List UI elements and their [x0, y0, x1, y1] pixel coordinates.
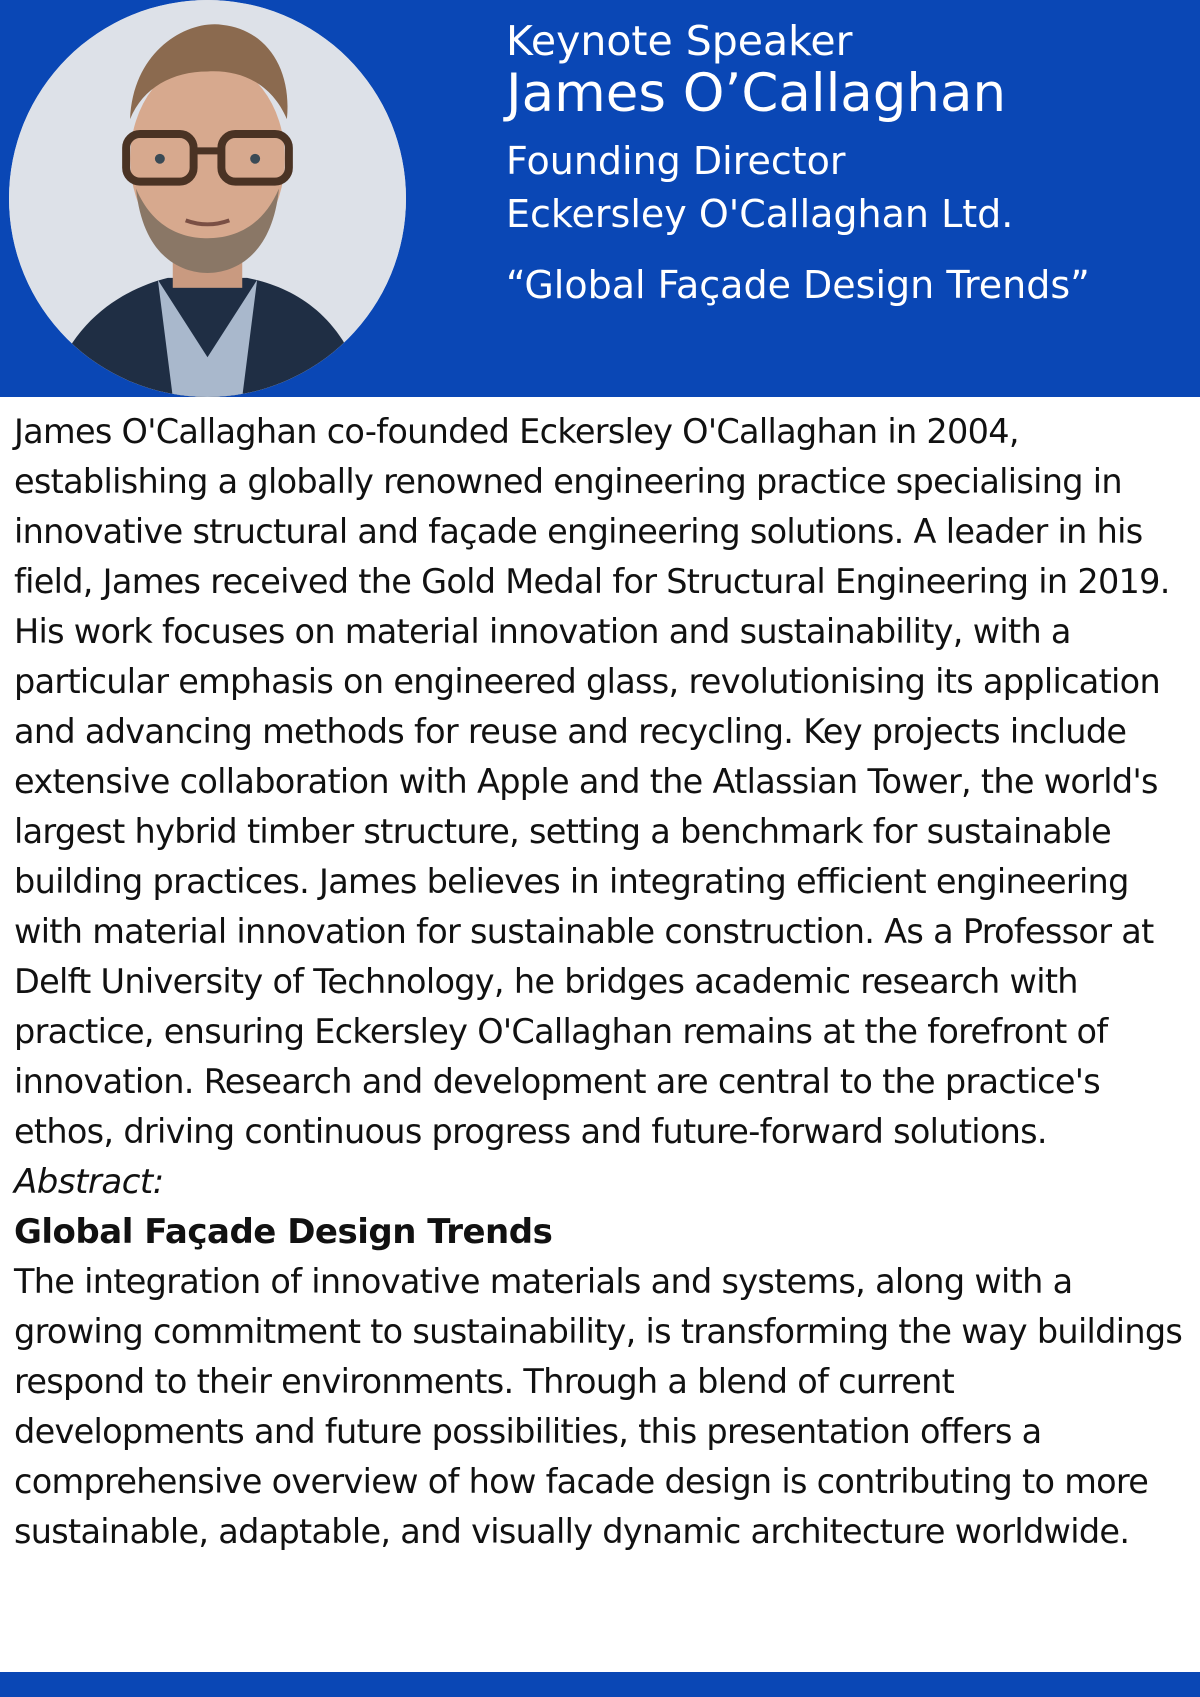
abstract-label: Abstract: [14, 1162, 164, 1202]
speaker-role: Keynote Speaker [506, 17, 853, 65]
speaker-job-title: Founding Director [506, 139, 846, 184]
speaker-position [506, 135, 1186, 240]
header-text-block [506, 18, 1186, 309]
speaker-bio: James O'Callaghan co-founded Eckersley O'Callaghan in 2004, establishing a globally renowned engineering practice specialising in innovative structural and façade engineering solutions. A leader in his field, James received the Gold Medal for Structural Engineering in 2019. His work focuses on material innovation and sustainability, with a particular emphasis on engineered glass, revolutionising its application and advancing methods for reuse and recycling. Key projects include extensive collaboration with Apple and the Atlassian Tower, the world's largest hybrid timber structure, setting a benchmark for sustainable building practices. James believes in integrating efficient engineering with material innovation for sustainable construction. As a Professor at Delft University of Technology, he bridges academic research with practice, ensuring Eckersley O'Callaghan remains at the forefront of innovation. Research and development are central to the practice's ethos, driving continuous progress and future-forward solutions. [14, 412, 1170, 1151]
talk-title: “Global Façade Design Trends” [506, 263, 1090, 308]
abstract-text: The integration of innovative materials and systems, along with a growing commitment to sustainability, is transforming the way buildings respond to their environments. Through a blend of current developments and future possibilities, this presentation offers a comprehensive overview of how facade design is contributing to more sustainable, adaptable, and visually dynamic architecture worldwide. [14, 1262, 1183, 1551]
speaker-name: James O’Callaghan [506, 62, 1007, 124]
speaker-company: Eckersley O'Callaghan Ltd. [506, 191, 1014, 236]
header-banner [0, 0, 1200, 397]
footer-bar [0, 1672, 1200, 1697]
speaker-photo [9, 0, 406, 397]
abstract-title: Global Façade Design Trends [14, 1212, 553, 1252]
main-content [14, 407, 1190, 1557]
speaker-portrait-icon [9, 0, 406, 397]
